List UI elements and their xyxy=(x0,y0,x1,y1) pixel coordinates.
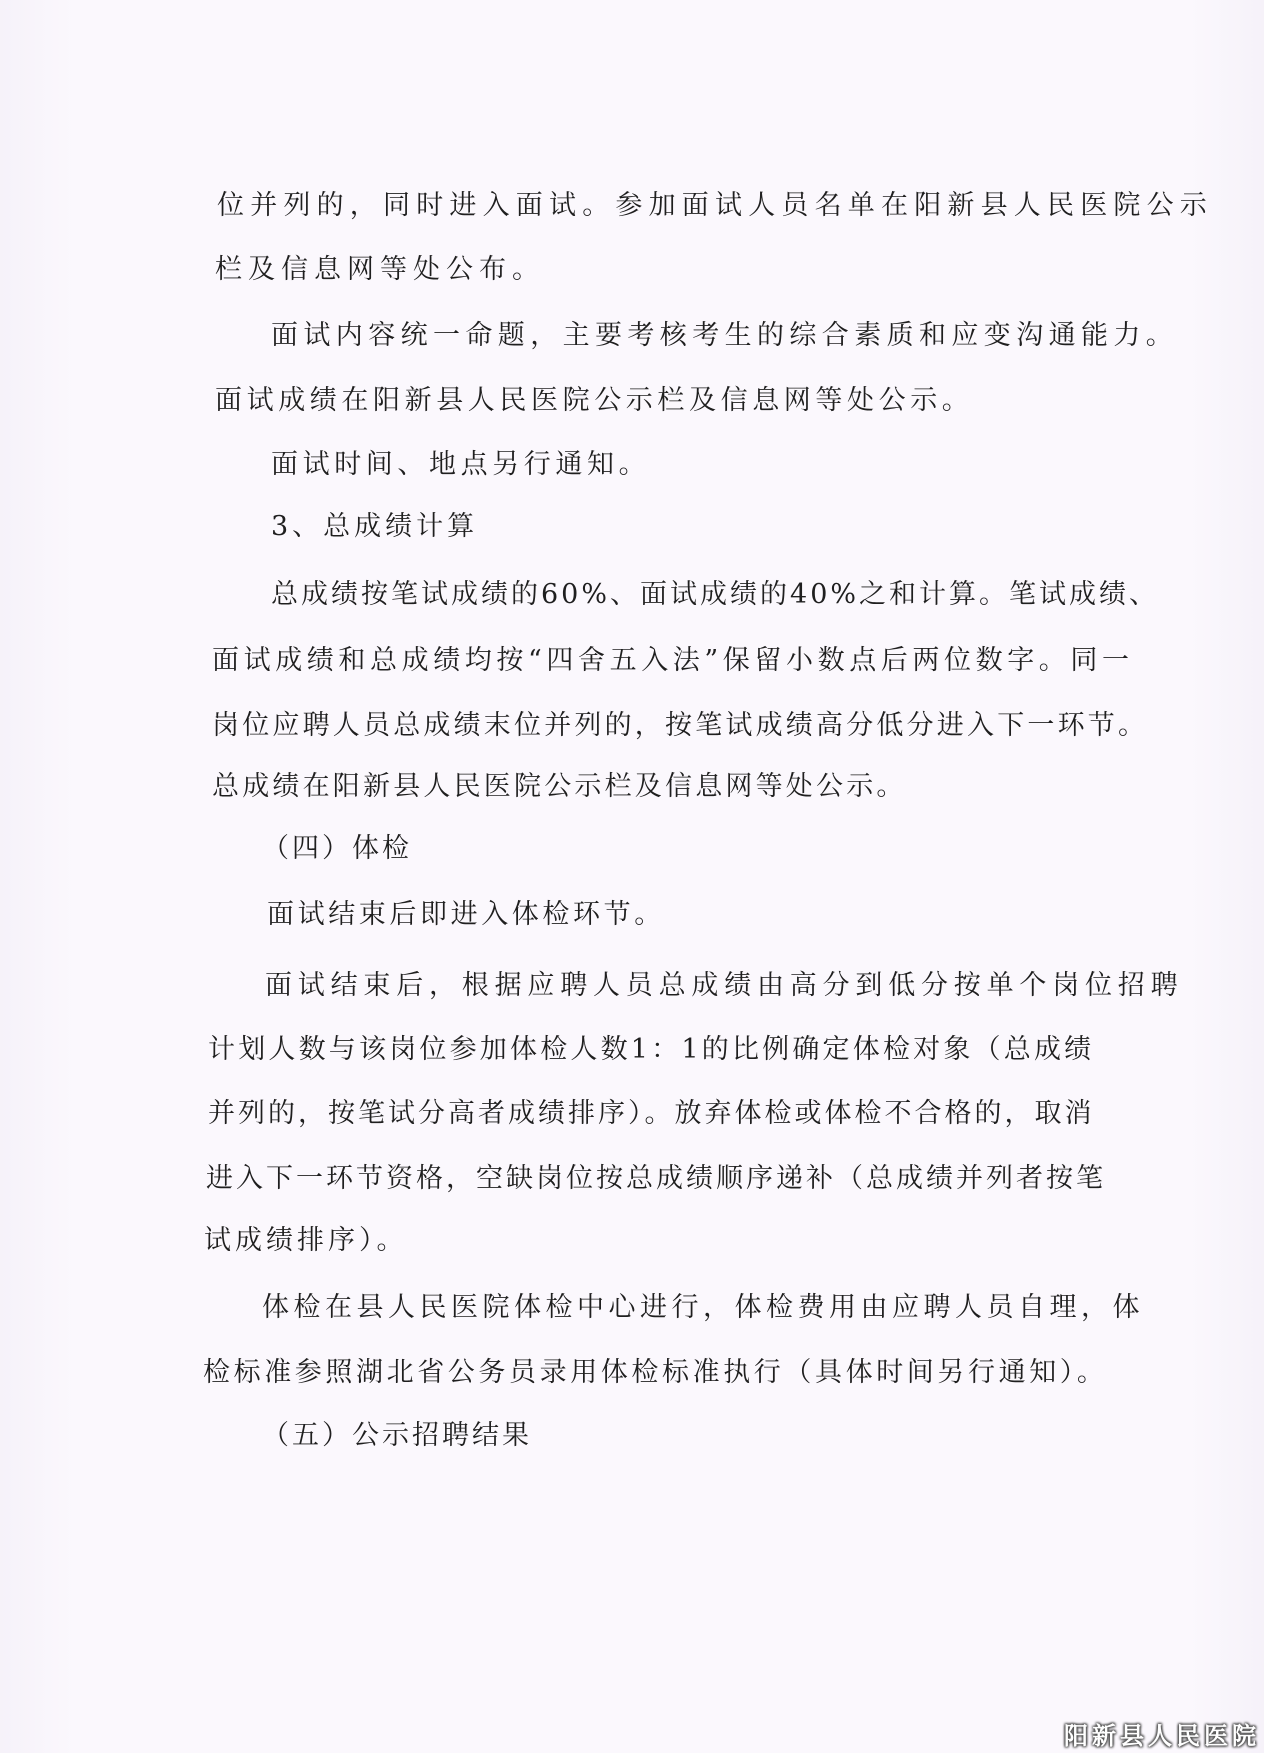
text-line: 进入下一环节资格，空缺岗位按总成绩顺序递补（总成绩并列者按笔 xyxy=(206,1163,1106,1194)
text-line: 面试内容统一命题，主要考核考生的综合素质和应变沟通能力。 xyxy=(271,320,1179,351)
text-line: 总成绩在阳新县人民医院公示栏及信息网等处公示。 xyxy=(212,771,907,802)
section-heading: （四）体检 xyxy=(262,833,412,864)
text-line: 位并列的，同时进入面试。参加面试人员名单在阳新县人民医院公示 xyxy=(217,190,1213,221)
section-heading: 3、总成绩计算 xyxy=(271,511,479,542)
text-line: 计划人数与该岗位参加体检人数1：1的比例确定体检对象（总成绩 xyxy=(208,1034,1095,1065)
text-line: 总成绩按笔试成绩的60%、面试成绩的40%之和计算。笔试成绩、 xyxy=(271,579,1160,610)
text-line: 体检在县人民医院体检中心进行，体检费用由应聘人员自理，体 xyxy=(262,1292,1144,1323)
text-line: 面试结束后，根据应聘人员总成绩由高分到低分按单个岗位招聘 xyxy=(265,970,1184,1001)
hospital-watermark: 阳新县人民医院 xyxy=(1064,1722,1260,1750)
text-line: 面试时间、地点另行通知。 xyxy=(271,449,651,480)
text-line: 检标准参照湖北省公务员录用体检标准执行（具体时间另行通知）。 xyxy=(203,1357,1108,1388)
text-line: 面试结束后即进入体检环节。 xyxy=(267,899,665,930)
text-line: 岗位应聘人员总成绩末位并列的，按笔试成绩高分低分进入下一环节。 xyxy=(212,710,1149,741)
text-line: 并列的，按笔试分高者成绩排序）。放弃体检或体检不合格的，取消 xyxy=(208,1098,1095,1129)
text-line: 栏及信息网等处公布。 xyxy=(215,254,545,285)
section-heading: （五）公示招聘结果 xyxy=(262,1420,532,1451)
text-line: 试成绩排序）。 xyxy=(204,1225,408,1256)
text-line: 面试成绩和总成绩均按“四舍五入法”保留小数点后两位数字。同一 xyxy=(212,645,1134,676)
text-line: 面试成绩在阳新县人民医院公示栏及信息网等处公示。 xyxy=(215,385,974,416)
